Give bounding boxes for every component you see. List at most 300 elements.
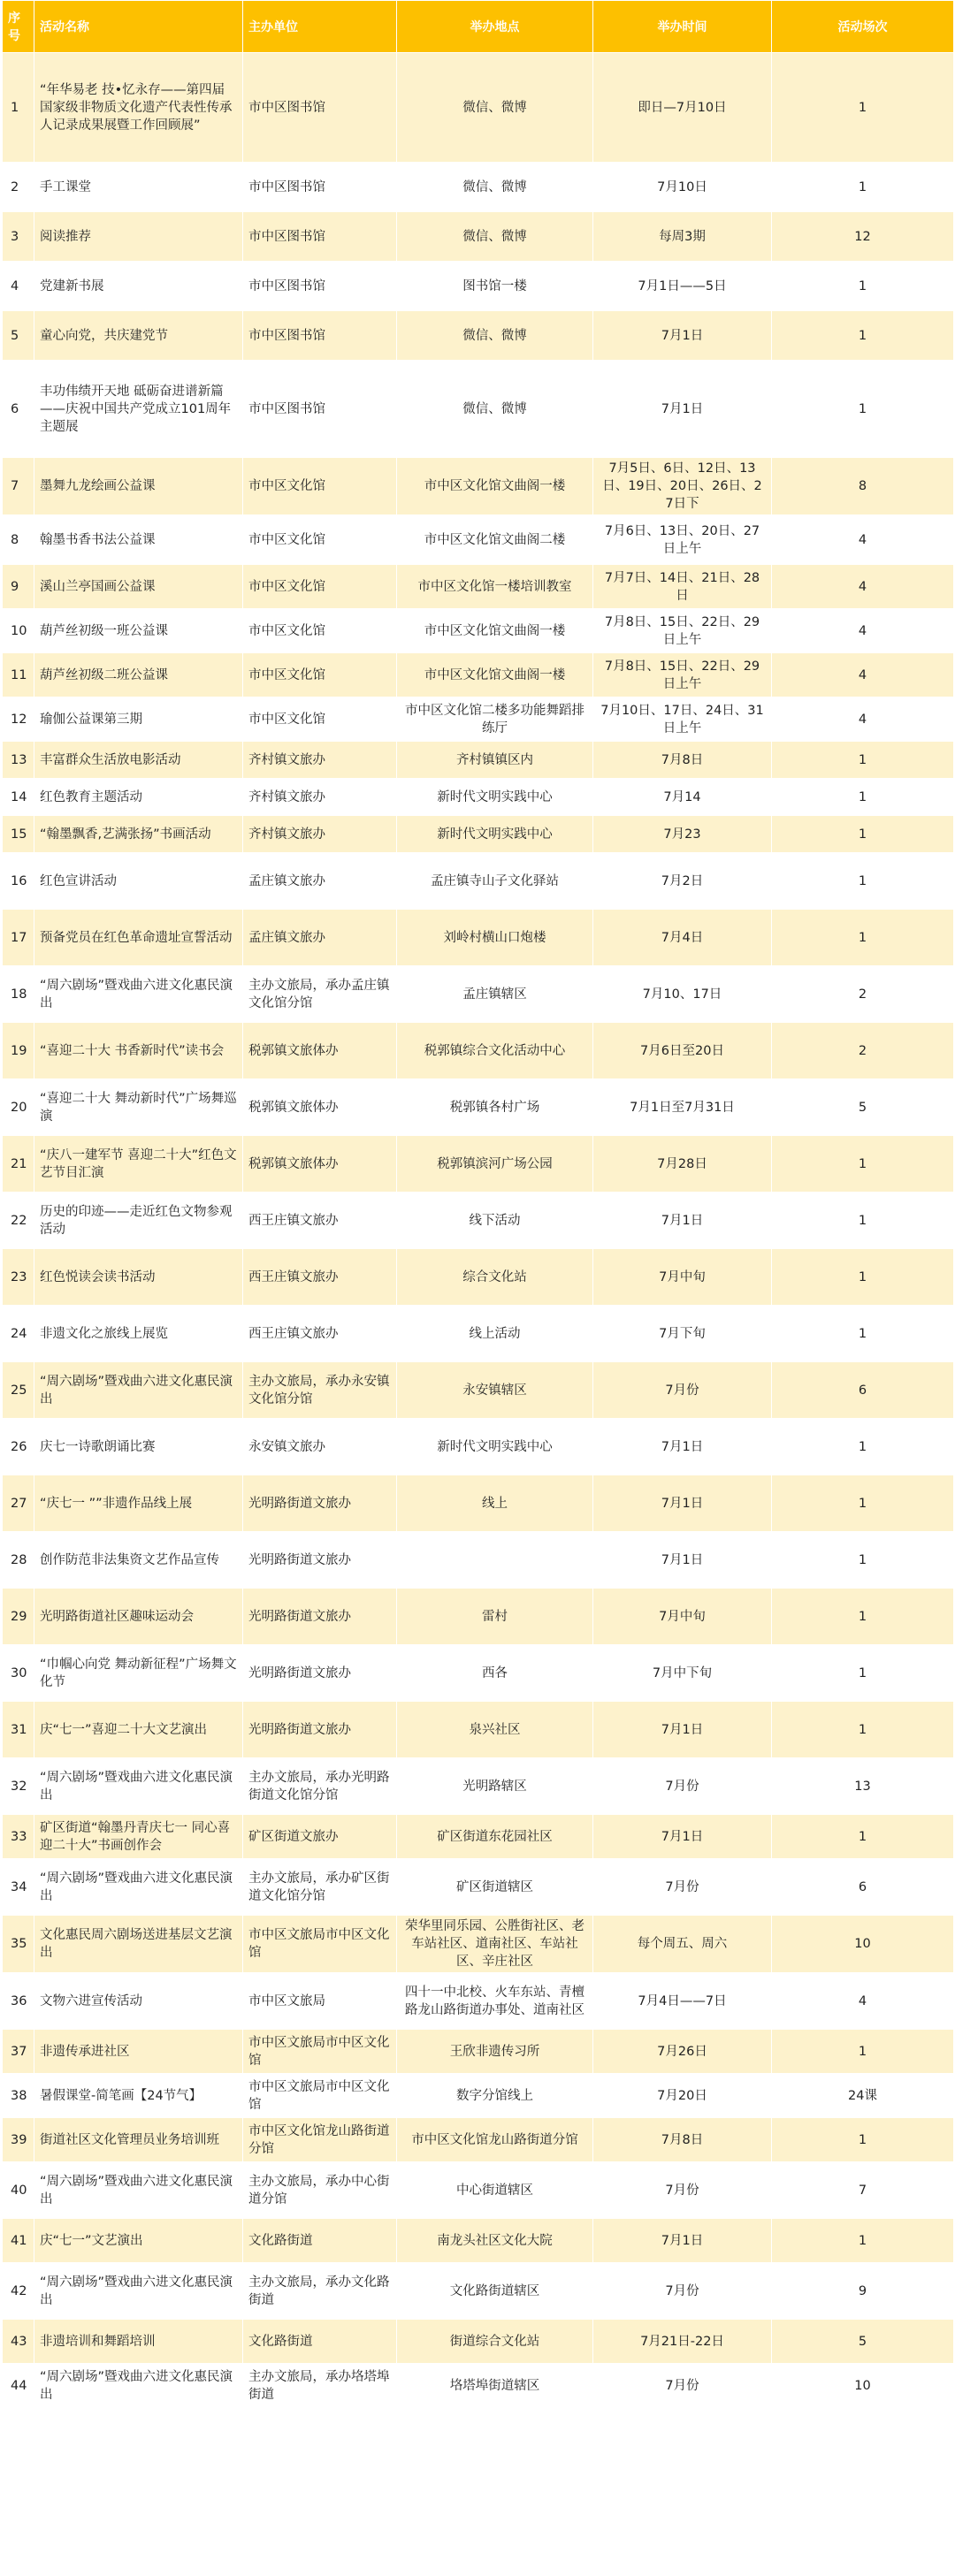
sessions-cell: 2 <box>772 1023 954 1079</box>
time-cell: 7月7日、14日、21日、28日 <box>593 565 772 609</box>
sessions-cell: 12 <box>772 212 954 262</box>
venue-cell: 市中区文化馆二楼多功能舞蹈排练厅 <box>397 697 593 742</box>
activity-table <box>2 0 954 2408</box>
time-cell: 每个周五、周六 <box>593 1916 772 1973</box>
organizer-cell: 永安镇文旅办 <box>243 1419 397 1475</box>
organizer-cell: 市中区文旅局 <box>243 1973 397 2030</box>
table-row <box>3 2118 954 2162</box>
venue-cell: 孟庄镇辖区 <box>397 966 593 1023</box>
table-row <box>3 1306 954 1362</box>
activity-name-cell: 非遗文化之旅线上展览 <box>34 1306 243 1362</box>
row-number-cell: 39 <box>3 2118 34 2162</box>
venue-cell: 市中区文化馆文曲阁一楼 <box>397 653 593 697</box>
venue-cell: 税郭镇综合文化活动中心 <box>397 1023 593 1079</box>
organizer-cell: 齐村镇文旅办 <box>243 816 397 853</box>
row-number-cell: 4 <box>3 262 34 311</box>
time-cell: 7月8日、15日、22日、29日上午 <box>593 653 772 697</box>
sessions-cell: 1 <box>772 1475 954 1532</box>
activity-name-cell: 党建新书展 <box>34 262 243 311</box>
organizer-cell: 主办文旅局，承办光明路街道文化馆分馆 <box>243 1758 397 1815</box>
row-number-cell: 14 <box>3 779 34 816</box>
activity-name-cell: 童心向党，共庆建党节 <box>34 311 243 361</box>
table-row <box>3 1859 954 1916</box>
table-row <box>3 163 954 212</box>
activity-name-cell: 街道社区文化管理员业务培训班 <box>34 2118 243 2162</box>
organizer-cell: 税郭镇文旅体办 <box>243 1079 397 1136</box>
row-number-cell: 15 <box>3 816 34 853</box>
time-cell: 7月1日 <box>593 2219 772 2263</box>
organizer-cell: 文化路街道 <box>243 2219 397 2263</box>
time-cell: 7月中旬 <box>593 1249 772 1306</box>
activity-name-cell: “翰墨飘香,艺满张扬”书画活动 <box>34 816 243 853</box>
time-cell: 7月4日 <box>593 910 772 966</box>
table-row <box>3 1419 954 1475</box>
row-number-cell: 25 <box>3 1362 34 1419</box>
sessions-cell: 6 <box>772 1362 954 1419</box>
row-number-cell: 41 <box>3 2219 34 2263</box>
sessions-cell: 8 <box>772 458 954 515</box>
time-cell: 7月26日 <box>593 2030 772 2074</box>
organizer-cell: 税郭镇文旅体办 <box>243 1023 397 1079</box>
activity-name-cell: 光明路街道社区趣味运动会 <box>34 1589 243 1645</box>
organizer-cell: 西王庄镇文旅办 <box>243 1193 397 1249</box>
row-number-cell: 17 <box>3 910 34 966</box>
venue-cell: 微信、微博 <box>397 212 593 262</box>
row-number-cell: 44 <box>3 2364 34 2408</box>
sessions-cell: 1 <box>772 1193 954 1249</box>
venue-cell <box>397 1532 593 1589</box>
activity-name-cell: “庆七一 ””非遗作品线上展 <box>34 1475 243 1532</box>
venue-cell: 街道综合文化站 <box>397 2320 593 2364</box>
activity-name-cell: “喜迎二十大 书香新时代”读书会 <box>34 1023 243 1079</box>
sessions-cell: 1 <box>772 779 954 816</box>
venue-cell: 市中区文化馆文曲阁一楼 <box>397 458 593 515</box>
sessions-cell: 1 <box>772 361 954 458</box>
row-number-cell: 10 <box>3 609 34 653</box>
organizer-cell: 市中区图书馆 <box>243 212 397 262</box>
table-row <box>3 212 954 262</box>
row-number-cell: 12 <box>3 697 34 742</box>
time-cell: 7月28日 <box>593 1136 772 1193</box>
sessions-cell: 1 <box>772 2118 954 2162</box>
time-cell: 7月份 <box>593 1362 772 1419</box>
row-number-cell: 16 <box>3 853 34 910</box>
activity-name-cell: 葫芦丝初级一班公益课 <box>34 609 243 653</box>
sessions-cell: 5 <box>772 1079 954 1136</box>
venue-cell: 线下活动 <box>397 1193 593 1249</box>
table-row <box>3 1475 954 1532</box>
activity-name-cell: “周六剧场”暨戏曲六进文化惠民演出 <box>34 1362 243 1419</box>
activity-name-cell: 非遗传承进社区 <box>34 2030 243 2074</box>
row-number-cell: 29 <box>3 1589 34 1645</box>
table-row <box>3 779 954 816</box>
activity-name-cell: “周六剧场”暨戏曲六进文化惠民演出 <box>34 1758 243 1815</box>
sessions-cell: 1 <box>772 311 954 361</box>
activity-name-cell: 预备党员在红色革命遗址宣誓活动 <box>34 910 243 966</box>
sessions-cell: 1 <box>772 1306 954 1362</box>
table-row <box>3 1136 954 1193</box>
row-number-cell: 23 <box>3 1249 34 1306</box>
row-number-cell: 34 <box>3 1859 34 1916</box>
time-cell: 7月4日——7日 <box>593 1973 772 2030</box>
time-cell: 7月8日、15日、22日、29日上午 <box>593 609 772 653</box>
activity-name-cell: 暑假课堂-简笔画【24节气】 <box>34 2074 243 2118</box>
venue-cell: 永安镇辖区 <box>397 1362 593 1419</box>
activity-name-cell: “喜迎二十大 舞动新时代”广场舞巡演 <box>34 1079 243 1136</box>
time-cell: 即日—7月10日 <box>593 53 772 163</box>
row-number-cell: 30 <box>3 1645 34 1702</box>
venue-cell: 荣华里同乐园、公胜街社区、老车站社区、道南社区、车站社区、辛庄社区 <box>397 1916 593 1973</box>
sessions-cell: 4 <box>772 653 954 697</box>
row-number-cell: 36 <box>3 1973 34 2030</box>
row-number-cell: 5 <box>3 311 34 361</box>
row-number-cell: 9 <box>3 565 34 609</box>
row-number-cell: 43 <box>3 2320 34 2364</box>
organizer-cell: 市中区文化馆 <box>243 515 397 565</box>
organizer-cell: 孟庄镇文旅办 <box>243 910 397 966</box>
activity-name-cell: 手工课堂 <box>34 163 243 212</box>
sessions-cell: 2 <box>772 966 954 1023</box>
header-activity-name: 活动名称 <box>34 1 243 53</box>
venue-cell: 数字分馆线上 <box>397 2074 593 2118</box>
time-cell: 7月1日 <box>593 1532 772 1589</box>
table-row <box>3 2030 954 2074</box>
activity-name-cell: 创作防范非法集资文艺作品宣传 <box>34 1532 243 1589</box>
table-row <box>3 2263 954 2320</box>
activity-name-cell: 丰富群众生活放电影活动 <box>34 742 243 779</box>
organizer-cell: 矿区街道文旅办 <box>243 1815 397 1859</box>
organizer-cell: 市中区文化馆 <box>243 697 397 742</box>
activity-name-cell: 矿区街道“翰墨丹青庆七一 同心喜迎二十大”书画创作会 <box>34 1815 243 1859</box>
venue-cell: 王欣非遗传习所 <box>397 2030 593 2074</box>
row-number-cell: 20 <box>3 1079 34 1136</box>
row-number-cell: 37 <box>3 2030 34 2074</box>
table-row <box>3 262 954 311</box>
activity-name-cell: 庆“七一”喜迎二十大文艺演出 <box>34 1702 243 1758</box>
sessions-cell: 5 <box>772 2320 954 2364</box>
venue-cell: 新时代文明实践中心 <box>397 1419 593 1475</box>
activity-name-cell: “周六剧场”暨戏曲六进文化惠民演出 <box>34 1859 243 1916</box>
organizer-cell: 主办文旅局，承办永安镇文化馆分馆 <box>243 1362 397 1419</box>
venue-cell: 齐村镇镇区内 <box>397 742 593 779</box>
activity-name-cell: 文化惠民周六剧场送进基层文艺演出 <box>34 1916 243 1973</box>
venue-cell: 市中区文化馆文曲阁二楼 <box>397 515 593 565</box>
time-cell: 7月1日 <box>593 361 772 458</box>
organizer-cell: 市中区文化馆 <box>243 458 397 515</box>
table-row <box>3 1193 954 1249</box>
sessions-cell: 1 <box>772 163 954 212</box>
row-number-cell: 33 <box>3 1815 34 1859</box>
table-row <box>3 565 954 609</box>
organizer-cell: 市中区文旅局市中区文化馆 <box>243 2074 397 2118</box>
header-organizer: 主办单位 <box>243 1 397 53</box>
organizer-cell: 市中区文化馆 <box>243 653 397 697</box>
organizer-cell: 市中区文化馆 <box>243 565 397 609</box>
table-row <box>3 609 954 653</box>
sessions-cell: 1 <box>772 1136 954 1193</box>
table-row <box>3 1815 954 1859</box>
row-number-cell: 27 <box>3 1475 34 1532</box>
organizer-cell: 市中区文旅局市中区文化馆 <box>243 1916 397 1973</box>
venue-cell: 综合文化站 <box>397 1249 593 1306</box>
header-no: 序号 <box>3 1 34 53</box>
organizer-cell: 主办文旅局，承办中心街道分馆 <box>243 2162 397 2219</box>
time-cell: 7月10、17日 <box>593 966 772 1023</box>
time-cell: 7月份 <box>593 1758 772 1815</box>
organizer-cell: 市中区图书馆 <box>243 163 397 212</box>
venue-cell: 微信、微博 <box>397 53 593 163</box>
sessions-cell: 4 <box>772 609 954 653</box>
table-row <box>3 1758 954 1815</box>
table-row <box>3 1532 954 1589</box>
activity-name-cell: “周六剧场”暨戏曲六进文化惠民演出 <box>34 2263 243 2320</box>
time-cell: 7月下旬 <box>593 1306 772 1362</box>
row-number-cell: 26 <box>3 1419 34 1475</box>
row-number-cell: 42 <box>3 2263 34 2320</box>
activity-name-cell: 瑜伽公益课第三期 <box>34 697 243 742</box>
row-number-cell: 11 <box>3 653 34 697</box>
sessions-cell: 4 <box>772 697 954 742</box>
venue-cell: 矿区街道东花园社区 <box>397 1815 593 1859</box>
activity-name-cell: “周六剧场”暨戏曲六进文化惠民演出 <box>34 2364 243 2408</box>
table-row <box>3 2074 954 2118</box>
sessions-cell: 4 <box>772 515 954 565</box>
venue-cell: 光明路辖区 <box>397 1758 593 1815</box>
table-row <box>3 966 954 1023</box>
venue-cell: 南龙头社区文化大院 <box>397 2219 593 2263</box>
time-cell: 7月1日 <box>593 1475 772 1532</box>
time-cell: 7月份 <box>593 1859 772 1916</box>
activity-name-cell: “周六剧场”暨戏曲六进文化惠民演出 <box>34 966 243 1023</box>
header-venue: 举办地点 <box>397 1 593 53</box>
activity-name-cell: 历史的印迹——走近红色文物参观活动 <box>34 1193 243 1249</box>
row-number-cell: 21 <box>3 1136 34 1193</box>
organizer-cell: 齐村镇文旅办 <box>243 779 397 816</box>
time-cell: 7月8日 <box>593 2118 772 2162</box>
activity-name-cell: 阅读推荐 <box>34 212 243 262</box>
table-row <box>3 697 954 742</box>
venue-cell: 新时代文明实践中心 <box>397 816 593 853</box>
activity-name-cell: 墨舞九龙绘画公益课 <box>34 458 243 515</box>
row-number-cell: 40 <box>3 2162 34 2219</box>
time-cell: 每周3期 <box>593 212 772 262</box>
organizer-cell: 西王庄镇文旅办 <box>243 1306 397 1362</box>
sessions-cell: 24课 <box>772 2074 954 2118</box>
activity-name-cell: 文物六进宣传活动 <box>34 1973 243 2030</box>
time-cell: 7月10日、17日、24日、31日上午 <box>593 697 772 742</box>
table-row <box>3 361 954 458</box>
time-cell: 7月10日 <box>593 163 772 212</box>
activity-sheet <box>2 0 953 2408</box>
header-sessions: 活动场次 <box>772 1 954 53</box>
organizer-cell: 市中区图书馆 <box>243 53 397 163</box>
table-row <box>3 515 954 565</box>
organizer-cell: 市中区文化馆龙山路街道分馆 <box>243 2118 397 2162</box>
venue-cell: 税郭镇各村广场 <box>397 1079 593 1136</box>
venue-cell: 刘岭村横山口炮楼 <box>397 910 593 966</box>
organizer-cell: 孟庄镇文旅办 <box>243 853 397 910</box>
table-row <box>3 1589 954 1645</box>
sessions-cell: 10 <box>772 1916 954 1973</box>
organizer-cell: 主办文旅局，承办文化路街道 <box>243 2263 397 2320</box>
venue-cell: 西各 <box>397 1645 593 1702</box>
organizer-cell: 光明路街道文旅办 <box>243 1532 397 1589</box>
organizer-cell: 西王庄镇文旅办 <box>243 1249 397 1306</box>
table-row <box>3 1249 954 1306</box>
activity-name-cell: “年华易老 技•忆永存——第四届国家级非物质文化遗产代表性传承人记录成果展暨工作回顾展” <box>34 53 243 163</box>
organizer-cell: 市中区文化馆 <box>243 609 397 653</box>
activity-name-cell: 红色教育主题活动 <box>34 779 243 816</box>
time-cell: 7月2日 <box>593 853 772 910</box>
row-number-cell: 18 <box>3 966 34 1023</box>
row-number-cell: 35 <box>3 1916 34 1973</box>
sessions-cell: 1 <box>772 53 954 163</box>
time-cell: 7月5日、6日、12日、13日、19日、20日、26日、27日下 <box>593 458 772 515</box>
organizer-cell: 税郭镇文旅体办 <box>243 1136 397 1193</box>
activity-name-cell: 溪山兰亭国画公益课 <box>34 565 243 609</box>
sessions-cell: 9 <box>772 2263 954 2320</box>
organizer-cell: 文化路街道 <box>243 2320 397 2364</box>
time-cell: 7月6日至20日 <box>593 1023 772 1079</box>
venue-cell: 微信、微博 <box>397 361 593 458</box>
organizer-cell: 光明路街道文旅办 <box>243 1702 397 1758</box>
time-cell: 7月20日 <box>593 2074 772 2118</box>
row-number-cell: 28 <box>3 1532 34 1589</box>
sessions-cell: 1 <box>772 1702 954 1758</box>
venue-cell: 泉兴社区 <box>397 1702 593 1758</box>
row-number-cell: 1 <box>3 53 34 163</box>
row-number-cell: 13 <box>3 742 34 779</box>
table-row <box>3 2162 954 2219</box>
activity-name-cell: 庆“七一”文艺演出 <box>34 2219 243 2263</box>
venue-cell: 图书馆一楼 <box>397 262 593 311</box>
sessions-cell: 6 <box>772 1859 954 1916</box>
activity-name-cell: “庆八一建军节 喜迎二十大”红色文艺节目汇演 <box>34 1136 243 1193</box>
sessions-cell: 1 <box>772 1645 954 1702</box>
table-row <box>3 458 954 515</box>
activity-name-cell: 非遗培训和舞蹈培训 <box>34 2320 243 2364</box>
organizer-cell: 光明路街道文旅办 <box>243 1475 397 1532</box>
sessions-cell: 1 <box>772 910 954 966</box>
sessions-cell: 1 <box>772 262 954 311</box>
venue-cell: 雷村 <box>397 1589 593 1645</box>
table-row <box>3 1079 954 1136</box>
row-number-cell: 8 <box>3 515 34 565</box>
time-cell: 7月1日 <box>593 1193 772 1249</box>
row-number-cell: 19 <box>3 1023 34 1079</box>
venue-cell: 线上活动 <box>397 1306 593 1362</box>
time-cell: 7月中旬 <box>593 1589 772 1645</box>
activity-name-cell: 红色宣讲活动 <box>34 853 243 910</box>
sessions-cell: 1 <box>772 1815 954 1859</box>
activity-name-cell: “巾帼心向党 舞动新征程”广场舞文化节 <box>34 1645 243 1702</box>
time-cell: 7月1日 <box>593 1702 772 1758</box>
time-cell: 7月21日-22日 <box>593 2320 772 2364</box>
time-cell: 7月份 <box>593 2364 772 2408</box>
activity-name-cell: 庆七一诗歌朗诵比赛 <box>34 1419 243 1475</box>
table-row <box>3 853 954 910</box>
row-number-cell: 6 <box>3 361 34 458</box>
venue-cell: 市中区文化馆一楼培训教室 <box>397 565 593 609</box>
table-row <box>3 1645 954 1702</box>
table-row <box>3 816 954 853</box>
time-cell: 7月1日 <box>593 1419 772 1475</box>
row-number-cell: 32 <box>3 1758 34 1815</box>
table-row <box>3 1362 954 1419</box>
venue-cell: 孟庄镇寺山子文化驿站 <box>397 853 593 910</box>
sessions-cell: 1 <box>772 2030 954 2074</box>
table-row <box>3 1702 954 1758</box>
table-row <box>3 1023 954 1079</box>
sessions-cell: 7 <box>772 2162 954 2219</box>
time-cell: 7月8日 <box>593 742 772 779</box>
activity-name-cell: “周六剧场”暨戏曲六进文化惠民演出 <box>34 2162 243 2219</box>
organizer-cell: 主办文旅局，承办垎塔埠街道 <box>243 2364 397 2408</box>
table-row <box>3 742 954 779</box>
table-row <box>3 2364 954 2408</box>
sessions-cell: 1 <box>772 816 954 853</box>
header-time: 举办时间 <box>593 1 772 53</box>
row-number-cell: 2 <box>3 163 34 212</box>
venue-cell: 文化路街道辖区 <box>397 2263 593 2320</box>
organizer-cell: 主办文旅局，承办矿区街道文化馆分馆 <box>243 1859 397 1916</box>
row-number-cell: 24 <box>3 1306 34 1362</box>
time-cell: 7月份 <box>593 2263 772 2320</box>
organizer-cell: 光明路街道文旅办 <box>243 1589 397 1645</box>
time-cell: 7月1日 <box>593 1815 772 1859</box>
activity-name-cell: 红色悦读会读书活动 <box>34 1249 243 1306</box>
activity-name-cell: 葫芦丝初级二班公益课 <box>34 653 243 697</box>
table-body <box>3 53 954 2408</box>
activity-name-cell: 丰功伟绩开天地 砥砺奋进谱新篇——庆祝中国共产党成立101周年主题展 <box>34 361 243 458</box>
sessions-cell: 1 <box>772 1249 954 1306</box>
row-number-cell: 31 <box>3 1702 34 1758</box>
table-row <box>3 653 954 697</box>
venue-cell: 微信、微博 <box>397 163 593 212</box>
venue-cell: 垎塔埠街道辖区 <box>397 2364 593 2408</box>
time-cell: 7月份 <box>593 2162 772 2219</box>
time-cell: 7月1日——5日 <box>593 262 772 311</box>
sessions-cell: 1 <box>772 2219 954 2263</box>
table-row <box>3 910 954 966</box>
venue-cell: 税郭镇滨河广场公园 <box>397 1136 593 1193</box>
sessions-cell: 1 <box>772 1419 954 1475</box>
row-number-cell: 22 <box>3 1193 34 1249</box>
sessions-cell: 13 <box>772 1758 954 1815</box>
organizer-cell: 市中区图书馆 <box>243 311 397 361</box>
venue-cell: 中心街道辖区 <box>397 2162 593 2219</box>
organizer-cell: 市中区图书馆 <box>243 361 397 458</box>
row-number-cell: 38 <box>3 2074 34 2118</box>
table-row <box>3 311 954 361</box>
venue-cell: 市中区文化馆龙山路街道分馆 <box>397 2118 593 2162</box>
time-cell: 7月6日、13日、20日、27日上午 <box>593 515 772 565</box>
organizer-cell: 市中区图书馆 <box>243 262 397 311</box>
venue-cell: 微信、微博 <box>397 311 593 361</box>
venue-cell: 四十一中北校、火车东站、青檀路龙山路街道办事处、道南社区 <box>397 1973 593 2030</box>
activity-name-cell: 翰墨书香书法公益课 <box>34 515 243 565</box>
sessions-cell: 1 <box>772 853 954 910</box>
organizer-cell: 市中区文旅局市中区文化馆 <box>243 2030 397 2074</box>
venue-cell: 线上 <box>397 1475 593 1532</box>
time-cell: 7月1日 <box>593 311 772 361</box>
sessions-cell: 10 <box>772 2364 954 2408</box>
time-cell: 7月14 <box>593 779 772 816</box>
sessions-cell: 4 <box>772 1973 954 2030</box>
organizer-cell: 齐村镇文旅办 <box>243 742 397 779</box>
table-row <box>3 1973 954 2030</box>
row-number-cell: 7 <box>3 458 34 515</box>
